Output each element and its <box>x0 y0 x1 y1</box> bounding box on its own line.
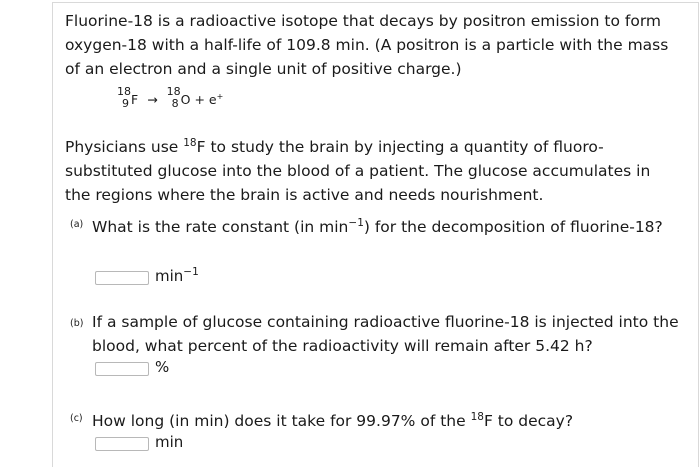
isotope-symbol: F <box>196 138 206 156</box>
intro-paragraph: Fluorine-18 is a radioactive isotope that decays by positron emission to form oxygen-18 with a half-life of 109.8 min. (A positron is a particle with the mass of an electron and a single unit of positive charge.) <box>65 12 669 78</box>
product-atomic-number: 8 <box>171 97 179 111</box>
reactant-symbol: F <box>131 92 139 108</box>
part-c-answer-input[interactable] <box>95 437 149 451</box>
physicians-text-before: Physicians use <box>65 138 184 156</box>
reactant-atomic-number: 9 <box>122 97 129 111</box>
part-a-text-after: ) for the decomposition of fluorine-18? <box>363 218 663 236</box>
reaction-arrow: → <box>147 92 158 108</box>
positron-charge: + <box>216 92 224 101</box>
part-a-label: (a) <box>70 219 84 230</box>
part-a-unit-base: min <box>155 267 184 285</box>
part-a-exponent: −1 <box>348 217 364 229</box>
positron-symbol: + e <box>194 92 217 108</box>
part-c-unit: min <box>155 433 184 451</box>
isotope-mass-number: 18 <box>183 137 197 149</box>
part-c-text-after: F to decay? <box>483 412 574 430</box>
part-b-question: If a sample of glucose containing radioactive fluorine-18 is injected into the blood, what percent of the radioactivity will remain after 5.42 h? <box>92 313 679 355</box>
physicians-text-after: to study the brain by injecting a quantity of fluoro-substituted glucose into the blood of a patient. The glucose accumulates in the regions where the brain is active and needs nourishment. <box>65 138 651 204</box>
reactant-mass-number: 18 <box>117 85 131 99</box>
part-c-isotope-mass: 18 <box>470 411 484 423</box>
part-a-text-before: What is the rate constant (in min <box>92 218 349 236</box>
part-c-text-before: How long (in min) does it take for 99.97% of the <box>92 412 471 430</box>
physicians-paragraph <box>65 131 680 207</box>
part-a-question <box>92 211 682 239</box>
part-c-label: (c) <box>70 413 83 424</box>
product-mass-number: 18 <box>166 85 181 99</box>
part-b-label: (b) <box>70 318 84 329</box>
part-a-answer-input[interactable] <box>95 271 149 285</box>
part-b-unit: % <box>155 358 170 376</box>
part-b-answer-input[interactable] <box>95 362 149 376</box>
positron-term <box>194 92 223 107</box>
reactant-nuclide <box>117 85 139 111</box>
part-a-unit-exponent: −1 <box>183 266 199 278</box>
part-a-unit <box>155 266 199 285</box>
product-symbol: O <box>180 92 191 108</box>
part-c-question <box>92 405 682 433</box>
product-nuclide <box>166 85 191 111</box>
decay-equation <box>117 85 224 112</box>
